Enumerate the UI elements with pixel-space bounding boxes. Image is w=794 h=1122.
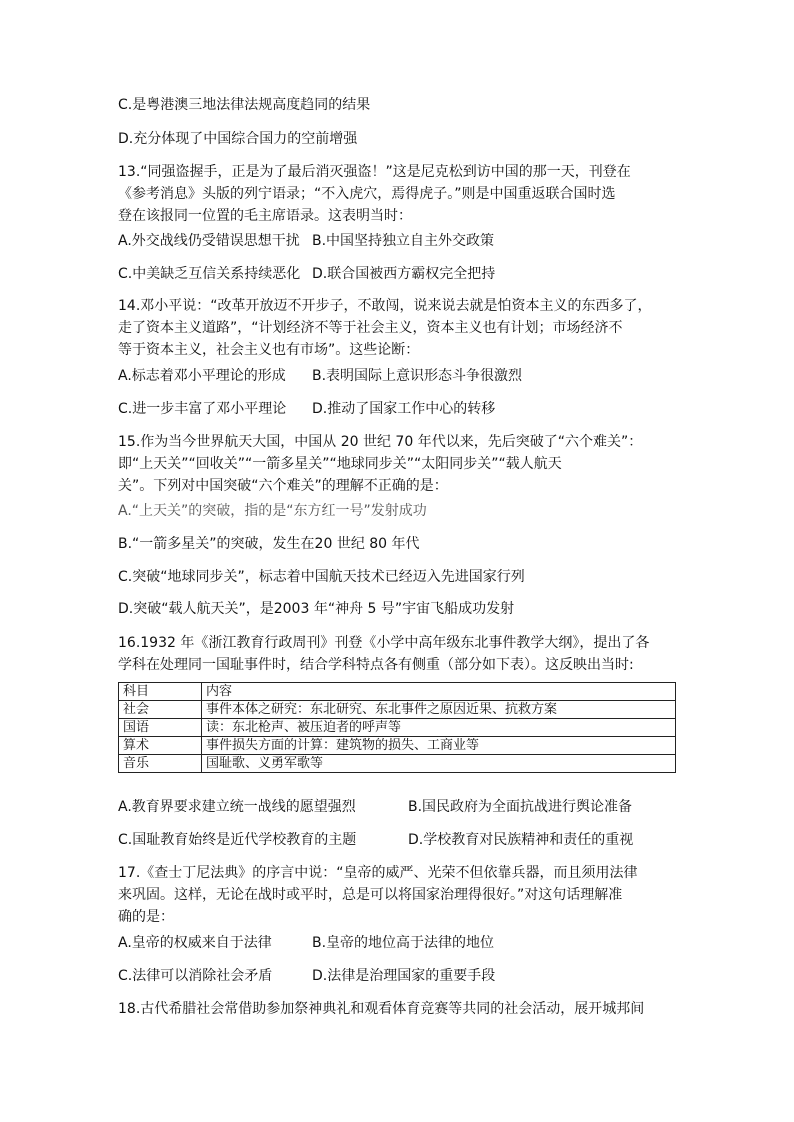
q14-option-c: C.进一步丰富了邓小平理论 (118, 401, 287, 417)
q14-stem-line-1: 14.邓小平说：“改革开放迈不开步子，不敢闯，说来说去就是怕资本主义的东西多了， (118, 298, 652, 314)
table-cell: 国耻歌、义勇军歌等 (202, 755, 676, 773)
q16-option-c: C.国耻教育始终是近代学校教育的主题 (118, 832, 357, 848)
q16-table (118, 682, 676, 773)
table-header-row (119, 683, 676, 701)
table-cell: 事件损失方面的计算：建筑物的损失、工商业等 (202, 737, 676, 755)
q14-stem-line-2: 走了资本主义道路”，“计划经济不等于社会主义，资本主义也有计划；市场经济不 (118, 320, 623, 336)
q16-option-d: D.学校教育对民族精神和责任的重视 (408, 832, 634, 848)
table-cell: 事件本体之研究：东北研究、东北事件之原因近果、抗救方案 (202, 701, 676, 719)
q12-option-d: D.充分体现了中国综合国力的空前增强 (118, 131, 358, 147)
q17-option-d: D.法律是治理国家的重要手段 (312, 968, 496, 984)
table-row (119, 701, 676, 719)
q15-option-d: D.突破“载人航天关”，是2003 年“神舟 5 号”宇宙飞船成功发射 (118, 601, 515, 617)
q16-stem-line-2: 学科在处理同一国耻事件时，结合学科特点各有侧重（部分如下表）。这反映出当时: (118, 657, 634, 673)
q15-stem-line-2: 即“上天关”“回收关”“一箭多星关”“地球同步关”“太阳同步关”“载人航天 (118, 456, 562, 472)
q13-option-c: C.中美缺乏互信关系持续恶化 (118, 266, 301, 282)
q14-option-b: B.表明国际上意识形态斗争很激烈 (312, 368, 523, 384)
table-cell: 音乐 (119, 755, 202, 773)
q16-option-a: A.教育界要求建立统一战线的愿望强烈 (118, 799, 356, 815)
q13-stem-line-2: 《参考消息》头版的列宁语录；“不入虎穴，焉得虎子。”则是中国重返联合国时选 (118, 186, 616, 202)
q14-option-d: D.推动了国家工作中心的转移 (312, 401, 496, 417)
q17-option-c: C.法律可以消除社会矛盾 (118, 968, 273, 984)
q13-option-d: D.联合国被西方霸权完全把持 (312, 266, 496, 282)
q16-stem-line-1: 16.1932 年《浙江教育行政周刊》刊登《小学中高年级东北事件教学大纲》，提出了各 (118, 635, 650, 651)
table-row (119, 755, 676, 773)
q17-stem-line-1: 17.《查士丁尼法典》的序言中说：“皇帝的威严、光荣不但依靠兵器，而且须用法律 (118, 865, 638, 881)
q17-option-a: A.皇帝的权威来自于法律 (118, 935, 272, 951)
table-cell: 算术 (119, 737, 202, 755)
q12-option-c: C.是粤港澳三地法律法规高度趋同的结果 (118, 97, 371, 113)
table-header-cell: 内容 (202, 683, 676, 701)
q15-option-a: A.“上天关”的突破，指的是“东方红一号”发射成功 (118, 503, 427, 519)
table-cell: 国语 (119, 719, 202, 737)
q14-option-a: A.标志着邓小平理论的形成 (118, 368, 286, 384)
q13-option-b: B.中国坚持独立自主外交政策 (312, 233, 495, 249)
table-cell: 读：东北枪声、被压迫者的呼声等 (202, 719, 676, 737)
q15-stem-line-3: 关”。下列对中国突破“六个难关”的理解不正确的是： (118, 478, 448, 494)
table-cell: 社会 (119, 701, 202, 719)
q17-stem-line-2: 来巩固。这样，无论在战时或平时，总是可以将国家治理得很好。”对这句话理解准 (118, 887, 623, 903)
q13-stem-line-3: 登在该报同一位置的毛主席语录。这表明当时： (118, 208, 412, 224)
q15-stem-line-1: 15.作为当今世界航天大国，中国从 20 世纪 70 年代以来，先后突破了“六个难关”： (118, 434, 643, 450)
q17-option-b: B.皇帝的地位高于法律的地位 (312, 935, 495, 951)
table-header-cell: 科目 (119, 683, 202, 701)
q14-stem-line-3: 等于资本主义，社会主义也有市场”。这些论断： (118, 342, 420, 358)
q13-option-a: A.外交战线仍受错误思想干扰 (118, 233, 300, 249)
table-row (119, 719, 676, 737)
q13-stem-line-1: 13.“同强盗握手，正是为了最后消灭强盗！”这是尼克松到访中国的那一天，刊登在 (118, 164, 631, 180)
q16-option-b: B.国民政府为全面抗战进行舆论准备 (408, 799, 633, 815)
q15-option-c: C.突破“地球同步关”，标志着中国航天技术已经迈入先进国家行列 (118, 569, 525, 585)
q15-option-b: B.“一箭多星关”的突破，发生在20 世纪 80 年代 (118, 536, 420, 552)
table-row (119, 737, 676, 755)
q17-stem-line-3: 确的是： (118, 909, 174, 925)
q18-stem-line-1: 18.古代希腊社会常借助参加祭神典礼和观看体育竞赛等共同的社会活动，展开城邦间 (118, 1001, 645, 1017)
